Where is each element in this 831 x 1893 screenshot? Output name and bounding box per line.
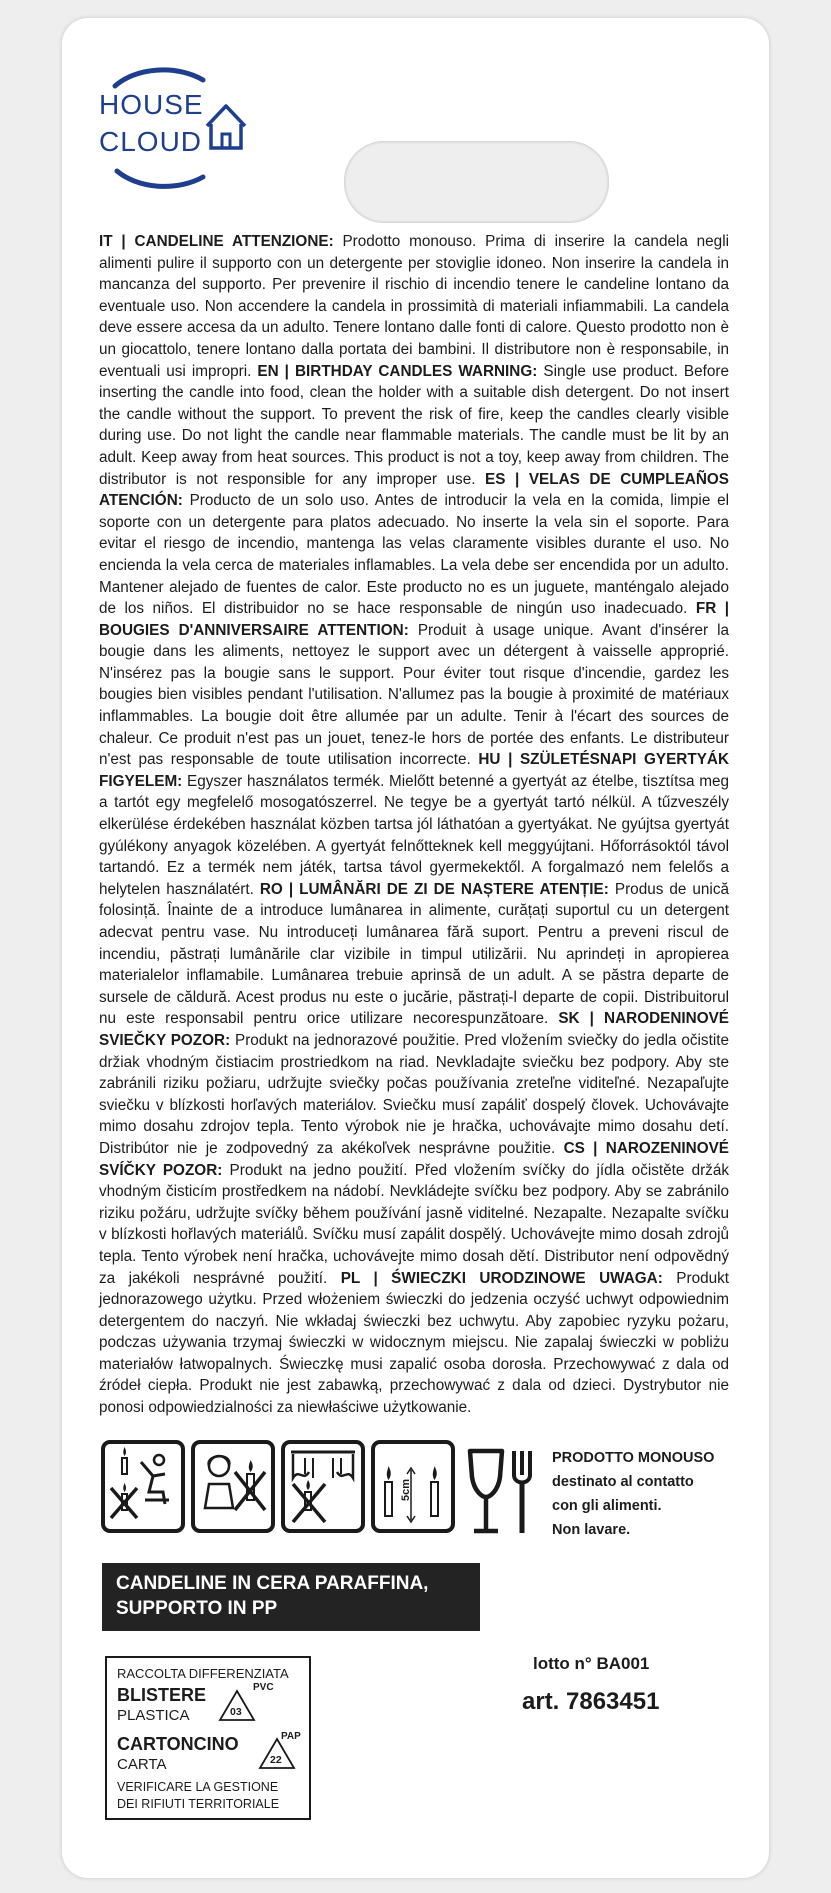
warning-heading-fr: FR | BOUGIES D'ANNIVERSAIRE ATTENTION:: [99, 600, 730, 639]
recycling-item1-material: PLASTICA: [117, 1707, 190, 1724]
brand-logo: [95, 56, 265, 191]
no-flammable-materials-icon: [281, 1440, 365, 1533]
food-contact-line1: PRODOTTO MONOUSO: [552, 1450, 715, 1466]
recycling-title: RACCOLTA DIFFERENZIATA: [117, 1666, 289, 1681]
recycling-item2-code: PAP: [281, 1731, 301, 1742]
cloud-house-icon: [95, 56, 265, 191]
warning-heading-it: IT | CANDELINE ATTENZIONE:: [99, 233, 334, 250]
warning-heading-es: ES | VELAS DE CUMPLEAÑOS ATENCIÓN:: [99, 470, 729, 510]
food-contact-line3: con gli alimenti.: [552, 1498, 662, 1514]
warning-text-es: Producto de un solo uso. Antes de introducir la vela en la comida, limpie el soporte con un detergente para platos adecuado. No inserte la vela sin el soporte. Para evitar el riesgo de incendio, mantenga las velas claramente visibles durante el uso. No encienda la vela cerca de materiales inflamables. La vela debe ser encendida por un adulto. Mantener alejado de fuentes de calor. Este producto no es un juguete, manténgalo alejado de los niños. El distribuidor no se hace responsable de ningún uso inadecuado.: [99, 492, 729, 618]
keep-away-from-children-icon: [191, 1440, 275, 1533]
warning-text-en: Single use product. Before inserting the candle into food, clean the holder with a suitable dish detergent. Do not insert the candle without the support. To prevent the risk of fire, keep the candles clearly visible during use. Do not light the candle near flammable materials. The candle must be lit by an adult. Keep away from heat sources. This product is not a toy, keep away from children. The distributor is not responsible for any improper use.: [99, 362, 730, 488]
warning-heading-ro: RO | LUMÂNĂRI DE ZI DE NAȘTERE ATENȚIE:: [259, 880, 609, 898]
warning-text-sk: Produkt na jednorazové použitie. Pred vložením sviečky do jedla očistite držiak vhodným čistiacim prostriedkom na riad. Nevkladajte sviečku bez podpory. Aby ste zabránili riziku požiaru, udržujte sviečky počas používania zreteľne viditeľné. Nezapaľujte sviečku v blízkosti horľavých materiálov. Sviečku musí zapáliť dospelý človek. Uchovávajte mimo dosahu zdrojov tepla. Tento výrobok nie je hračka, uchovávajte mimo dosahu detí. Distribútor nie je zodpovedný za akékoľvek nesprávne použitie.: [99, 1031, 729, 1157]
safety-pictograms: [101, 1440, 521, 1540]
lot-number: lotto n° BA001: [533, 1654, 650, 1673]
recycling-item1-name: BLISTERE: [117, 1685, 207, 1705]
recycling-item1-number: 03: [230, 1706, 242, 1718]
warning-text-pl: Produkt jednorazowego użytku. Przed włożeniem świeczki do jedzenia oczyść uchwyt odpowiednim detergentem do naczyń. Nie wkładaj świeczki bez uchwytu. Aby zapobiec ryzyku pożaru, podczas używania trzymaj świeczki w widocznym miejscu. Nie zapalaj świeczki w pobliżu materiałów łatwopalnych. Świeczkę musi zapalić osoba dorosła. Przechowywać z dala od źródeł ciepła. Produkt nie jest zabawką, przechowywać z dala od dzieci. Dystrybutor nie ponosi odpowiedzialności za niewłaściwe użytkowanie.: [99, 1269, 729, 1417]
distance-label: 5cm: [400, 1478, 413, 1502]
brand-name-line1: HOUSE: [99, 89, 204, 120]
warning-heading-cs: CS | NAROZENINOVÉ SVÍČKY POZOR:: [99, 1139, 730, 1179]
warning-heading-en: EN | BIRTHDAY CANDLES WARNING:: [257, 362, 538, 380]
recycling-item1-code: PVC: [253, 1682, 274, 1693]
recycle-triangle-icon: [217, 1688, 257, 1724]
article-number: art. 7863451: [522, 1688, 660, 1715]
food-contact-icon: [466, 1447, 540, 1537]
recycling-footer-line1: VERIFICARE LA GESTIONE: [117, 1780, 279, 1794]
food-contact-line4: Non lavare.: [552, 1522, 631, 1538]
recycling-footer-line2: DEI RIFIUTI TERRITORIALE: [117, 1797, 280, 1811]
material-line2: SUPPORTO IN PP: [116, 1598, 278, 1619]
warning-text-hu: Egyszer használatos termék. Mielőtt betenné a gyertyát az ételbe, tisztítsa meg a tartót egy megfelelő mosogatószerrel. Ne tegye be a gyertyát tartó nélkül. A tűzveszély elkerülése érdekében használat közben tartsa jól láthatóan a gyertyákat. Ne gyújtsa gyertyát gyúlékony anyagok közelében. A gyertyát felnőtteknek kell meggyújtani. Hőforrásoktól távol tartandó. Ez a termék nem játék, tartsa távol gyermekektől. A forgalmazó nem felelős a helytelen használatért.: [99, 772, 729, 898]
food-contact-line2: destinato al contatto: [552, 1474, 694, 1490]
no-unattended-candle-icon: [101, 1440, 185, 1533]
recycling-item2-number: 22: [270, 1754, 282, 1766]
recycling-box: [105, 1656, 311, 1820]
warning-heading-pl: PL | ŚWIECZKI URODZINOWE UWAGA:: [340, 1269, 663, 1287]
warning-text-ro: Produs de unică folosință. Înainte de a introduce lumânarea in alimente, curățați suportul cu un detergent adecvat pentru vase. Nu introduceți lumânarea fără suport. Pentru a preveni riscul de incendiu, păstrați lumânările clar vizibile in timpul utilizării. Nu aprindeți in apropierea materialelor inflamabile. Lumânarea trebuie aprinsă de un adult. A se păstra departe de sursele de căldură. Acest produs nu este o jucărie, păstrați-l departe de copii. Distribuitorul nu este responsabil pentru orice utilizare necorespunzătoare.: [99, 880, 729, 1028]
warning-text-fr: Produit à usage unique. Avant d'insérer la bougie dans les aliments, nettoyez le support avec un détergent à vaisselle approprié. N'insérez pas la bougie sans le support. Pour éviter tout risque d'incendie, gardez les bougies bien visibles pendant l'utilisation. N'allumez pas la bougie à proximité de matériaux inflammables. La bougie doit être allumée par un adulte. Tenir à l'écart des sources de chaleur. Ce produit n'est pas un jouet, tenez-le hors de portée des enfants. Le distributeur n'est pas responsable de toute utilisation incorrecte.: [99, 621, 729, 769]
warning-text-cs: Produkt na jedno použití. Před vložením svíčky do jídla očistěte držák vhodným čisticím prostředkem na nádobí. Nevkládejte svíčku bez podpory. Aby se zabránilo riziku požáru, udržujte svíčky během používání jasně viditelné. Nezapalte. Nezapalte svíčku v blízkosti hořlavých materiálů. Svíčku musí zapálit dospělý. Uchovávejte mimo dosah zdrojů tepla. Tento výrobek není hračka, uchovávejte mimo dosah dětí. Distributor není odpovědný za jakékoli nesprávné použití.: [99, 1161, 729, 1287]
recycling-item2-material: CARTA: [117, 1756, 167, 1773]
material-composition: [102, 1563, 480, 1631]
recycling-item2-name: CARTONCINO: [117, 1734, 239, 1754]
warning-heading-hu: HU | SZÜLETÉSNAPI GYERTYÁK FIGYELEM:: [99, 751, 729, 790]
warning-text-it: Prodotto monouso. Prima di inserire la candela negli alimenti pulire il supporto con un detergente per stoviglie idoneo. Non inserire la candela in mancanza del supporto. Per prevenire il rischio di incendio tenere le candeline lontano da eventuale uso. Non accendere la candela in prossimità di materiali infiammabili. La candela deve essere accesa da un adulto. Tenere lontano dalle fonti di calore. Questo prodotto non è un giocattolo, tenere lontano dalla portata dei bambini. Il distributore non è responsabile, in eventuali usi impropri.: [99, 233, 729, 380]
material-line1: CANDELINE IN CERA PARAFFINA,: [116, 1573, 429, 1594]
brand-name-line2: CLOUD: [99, 126, 203, 157]
food-contact-notice: [552, 1446, 752, 1542]
safety-warnings: [99, 231, 729, 1419]
warning-heading-sk: SK | NARODENINOVÉ SVIEČKY POZOR:: [99, 1010, 729, 1049]
hang-hole: [344, 141, 609, 223]
keep-distance-icon: [371, 1440, 455, 1533]
